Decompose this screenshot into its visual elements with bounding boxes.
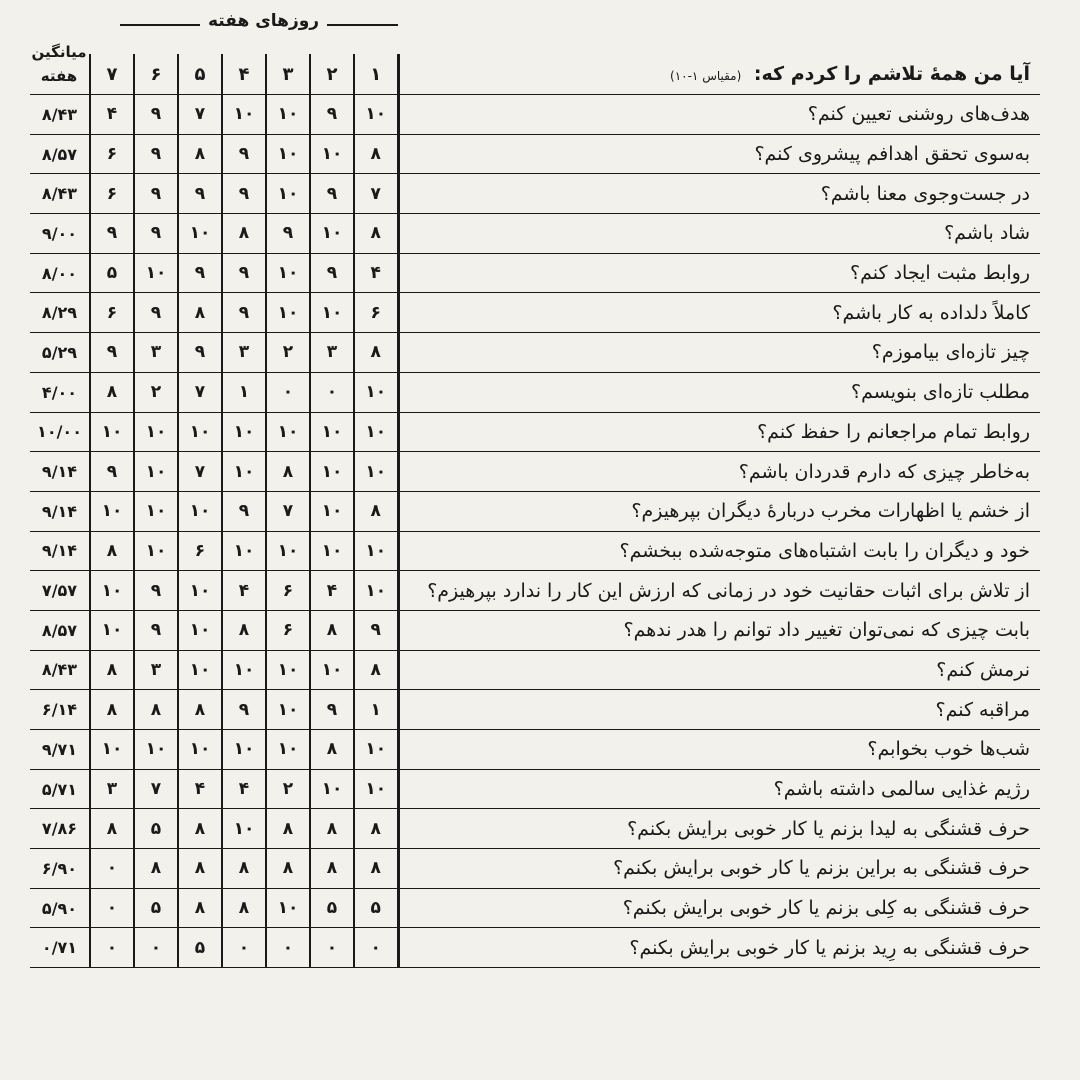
day-score: ۴ xyxy=(310,571,354,611)
day-score: ۱ xyxy=(354,690,398,730)
day-header: ۵ xyxy=(178,54,222,95)
day-score: ۰ xyxy=(134,928,178,968)
day-score: ۳ xyxy=(90,769,134,809)
day-score: ۹ xyxy=(90,214,134,254)
day-score: ۱۰ xyxy=(90,412,134,452)
day-score: ۸ xyxy=(222,849,266,889)
question-text: مطلب تازه‌ای بنویسم؟ xyxy=(398,372,1040,412)
day-score: ۱۰ xyxy=(178,412,222,452)
day-header: ۷ xyxy=(90,54,134,95)
day-score: ۸ xyxy=(178,888,222,928)
day-score: ۵ xyxy=(354,888,398,928)
day-score: ۸ xyxy=(90,531,134,571)
day-score: ۱۰ xyxy=(266,650,310,690)
day-score: ۱۰ xyxy=(178,730,222,770)
weekly-average: ۹/۱۴ xyxy=(30,531,90,571)
day-score: ۹ xyxy=(178,253,222,293)
day-header: ۲ xyxy=(310,54,354,95)
day-score: ۱۰ xyxy=(134,491,178,531)
day-score: ۸ xyxy=(90,690,134,730)
day-score: ۱۰ xyxy=(310,491,354,531)
day-score: ۵ xyxy=(134,888,178,928)
day-score: ۱۰ xyxy=(310,769,354,809)
day-score: ۴ xyxy=(222,769,266,809)
day-score: ۱۰ xyxy=(354,452,398,492)
weekly-average: ۸/۵۷ xyxy=(30,134,90,174)
daily-questions-table xyxy=(30,54,1040,968)
table-row xyxy=(30,174,1040,214)
day-score: ۱۰ xyxy=(266,531,310,571)
day-score: ۱۰ xyxy=(310,531,354,571)
weekly-average-label: میانگین هفته xyxy=(31,43,87,85)
day-score: ۰ xyxy=(266,372,310,412)
day-score: ۱۰ xyxy=(222,809,266,849)
question-text: حرف قشنگی به کِلی بزنم یا کار خوبی برایش بکنم؟ xyxy=(398,888,1040,928)
table-row xyxy=(30,253,1040,293)
day-score: ۸ xyxy=(178,134,222,174)
day-score: ۱۰ xyxy=(178,650,222,690)
day-score: ۱۰ xyxy=(266,253,310,293)
weekly-average: ۹/۰۰ xyxy=(30,214,90,254)
day-score: ۳ xyxy=(222,333,266,373)
day-score: ۲ xyxy=(266,769,310,809)
question-text: روابط مثبت ایجاد کنم؟ xyxy=(398,253,1040,293)
day-score: ۱۰ xyxy=(354,730,398,770)
question-text: به‌خاطر چیزی که دارم قدردان باشم؟ xyxy=(398,452,1040,492)
day-score: ۹ xyxy=(222,174,266,214)
weekly-average: ۸/۴۳ xyxy=(30,174,90,214)
day-score: ۱۰ xyxy=(134,452,178,492)
day-score: ۸ xyxy=(178,849,222,889)
weekly-average: ۷/۸۶ xyxy=(30,809,90,849)
day-score: ۸ xyxy=(178,809,222,849)
day-score: ۸ xyxy=(178,293,222,333)
day-score: ۰ xyxy=(310,928,354,968)
day-score: ۳ xyxy=(134,650,178,690)
weekly-average: ۹/۱۴ xyxy=(30,491,90,531)
day-score: ۱۰ xyxy=(266,134,310,174)
weekly-average: ۴/۰۰ xyxy=(30,372,90,412)
question-text: از خشم یا اظهارات مخرب دربارهٔ دیگران بپرهیزم؟ xyxy=(398,491,1040,531)
table-row xyxy=(30,293,1040,333)
question-text: مراقبه کنم؟ xyxy=(398,690,1040,730)
day-score: ۱۰ xyxy=(354,571,398,611)
day-score: ۸ xyxy=(222,888,266,928)
day-score: ۹ xyxy=(310,95,354,135)
weekly-average: ۸/۵۷ xyxy=(30,610,90,650)
day-score: ۸ xyxy=(310,730,354,770)
day-score: ۱۰ xyxy=(266,690,310,730)
question-text: از تلاش برای اثبات حقانیت خود در زمانی که ارزش این کار را ندارد بپرهیزم؟ xyxy=(398,571,1040,611)
day-score: ۱۰ xyxy=(134,253,178,293)
table-row xyxy=(30,690,1040,730)
day-score: ۱۰ xyxy=(222,95,266,135)
day-score: ۸ xyxy=(222,610,266,650)
week-days-bracket xyxy=(120,11,398,50)
day-score: ۷ xyxy=(178,372,222,412)
day-score: ۸ xyxy=(354,214,398,254)
score-sheet xyxy=(30,11,1040,1058)
day-score: ۱۰ xyxy=(134,730,178,770)
day-score: ۱۰ xyxy=(178,491,222,531)
day-score: ۹ xyxy=(222,690,266,730)
day-score: ۱۰ xyxy=(310,214,354,254)
day-score: ۲ xyxy=(134,372,178,412)
day-score: ۱۰ xyxy=(310,412,354,452)
day-score: ۸ xyxy=(90,372,134,412)
table-row xyxy=(30,134,1040,174)
day-score: ۸ xyxy=(354,134,398,174)
weekly-average: ۰/۷۱ xyxy=(30,928,90,968)
weekly-average: ۱۰/۰۰ xyxy=(30,412,90,452)
table-row xyxy=(30,610,1040,650)
day-score: ۹ xyxy=(134,214,178,254)
day-score: ۸ xyxy=(354,809,398,849)
day-score: ۸ xyxy=(90,809,134,849)
question-text: شب‌ها خوب بخوابم؟ xyxy=(398,730,1040,770)
table-title-text: آیا من همهٔ تلاشم را کردم که: xyxy=(753,63,1030,85)
day-score: ۸ xyxy=(134,849,178,889)
day-score: ۱۰ xyxy=(354,412,398,452)
day-score: ۱۰ xyxy=(134,531,178,571)
day-score: ۷ xyxy=(178,452,222,492)
day-score: ۱۰ xyxy=(90,491,134,531)
day-score: ۹ xyxy=(134,610,178,650)
day-score: ۹ xyxy=(222,253,266,293)
question-text: به‌سوی تحقق اهدافم پیشروی کنم؟ xyxy=(398,134,1040,174)
day-score: ۸ xyxy=(354,849,398,889)
weekly-average: ۶/۱۴ xyxy=(30,690,90,730)
day-score: ۹ xyxy=(310,253,354,293)
day-score: ۱۰ xyxy=(310,452,354,492)
day-score: ۱۰ xyxy=(178,571,222,611)
day-score: ۴ xyxy=(354,253,398,293)
question-text: حرف قشنگی به رِید بزنم یا کار خوبی برایش بکنم؟ xyxy=(398,928,1040,968)
day-score: ۱۰ xyxy=(354,372,398,412)
day-score: ۹ xyxy=(134,95,178,135)
day-score: ۸ xyxy=(354,650,398,690)
day-score: ۸ xyxy=(134,690,178,730)
day-score: ۹ xyxy=(134,174,178,214)
day-score: ۱ xyxy=(222,372,266,412)
day-score: ۸ xyxy=(266,809,310,849)
day-score: ۰ xyxy=(310,372,354,412)
day-score: ۷ xyxy=(266,491,310,531)
day-score: ۱۰ xyxy=(266,293,310,333)
day-score: ۶ xyxy=(266,610,310,650)
day-score: ۸ xyxy=(178,690,222,730)
table-title xyxy=(398,54,1040,95)
day-score: ۸ xyxy=(90,650,134,690)
day-score: ۵ xyxy=(310,888,354,928)
day-score: ۸ xyxy=(354,491,398,531)
question-text: رژیم غذایی سالمی داشته باشم؟ xyxy=(398,769,1040,809)
day-score: ۱۰ xyxy=(266,412,310,452)
day-score: ۱۰ xyxy=(266,95,310,135)
day-header: ۳ xyxy=(266,54,310,95)
day-score: ۱۰ xyxy=(222,650,266,690)
table-row xyxy=(30,372,1040,412)
day-score: ۱۰ xyxy=(222,531,266,571)
day-score: ۴ xyxy=(90,95,134,135)
day-score: ۸ xyxy=(266,452,310,492)
day-score: ۸ xyxy=(354,333,398,373)
day-score: ۹ xyxy=(222,293,266,333)
avg-column-header xyxy=(30,54,90,95)
day-score: ۶ xyxy=(90,134,134,174)
header-row xyxy=(30,54,1040,95)
weekly-average: ۵/۷۱ xyxy=(30,769,90,809)
weekly-average: ۶/۹۰ xyxy=(30,849,90,889)
day-score: ۰ xyxy=(222,928,266,968)
weekly-average: ۹/۱۴ xyxy=(30,452,90,492)
day-score: ۶ xyxy=(266,571,310,611)
day-score: ۱۰ xyxy=(222,452,266,492)
day-score: ۱۰ xyxy=(178,214,222,254)
question-text: حرف قشنگی به لیدا بزنم یا کار خوبی برایش بکنم؟ xyxy=(398,809,1040,849)
day-score: ۰ xyxy=(266,928,310,968)
table-row xyxy=(30,333,1040,373)
table-row xyxy=(30,531,1040,571)
day-score: ۹ xyxy=(90,333,134,373)
question-text: حرف قشنگی به براین بزنم یا کار خوبی برایش بکنم؟ xyxy=(398,849,1040,889)
question-text: در جست‌وجوی معنا باشم؟ xyxy=(398,174,1040,214)
table-row xyxy=(30,214,1040,254)
day-score: ۵ xyxy=(178,928,222,968)
day-score: ۳ xyxy=(134,333,178,373)
day-score: ۷ xyxy=(354,174,398,214)
day-score: ۹ xyxy=(134,293,178,333)
day-score: ۹ xyxy=(90,452,134,492)
day-score: ۹ xyxy=(134,134,178,174)
day-score: ۹ xyxy=(178,333,222,373)
table-row xyxy=(30,491,1040,531)
weekly-average: ۸/۲۹ xyxy=(30,293,90,333)
table-row xyxy=(30,809,1040,849)
question-text: هدف‌های روشنی تعیین کنم؟ xyxy=(398,95,1040,135)
weekly-average: ۷/۵۷ xyxy=(30,571,90,611)
scale-note: (مقیاس ۱-۱۰) xyxy=(670,69,742,83)
day-score: ۸ xyxy=(310,610,354,650)
table-row xyxy=(30,412,1040,452)
table-row xyxy=(30,769,1040,809)
day-score: ۱۰ xyxy=(310,293,354,333)
weekly-average: ۵/۹۰ xyxy=(30,888,90,928)
day-header: ۱ xyxy=(354,54,398,95)
day-score: ۱۰ xyxy=(134,412,178,452)
day-score: ۹ xyxy=(354,610,398,650)
question-text: بابت چیزی که نمی‌توان تغییر داد توانم را هدر ندهم؟ xyxy=(398,610,1040,650)
day-score: ۱۰ xyxy=(90,730,134,770)
weekly-average: ۸/۴۳ xyxy=(30,95,90,135)
week-days-label: روزهای هفته xyxy=(200,11,327,31)
day-score: ۴ xyxy=(178,769,222,809)
day-score: ۹ xyxy=(222,134,266,174)
day-score: ۱۰ xyxy=(266,888,310,928)
day-score: ۷ xyxy=(178,95,222,135)
table-row xyxy=(30,888,1040,928)
day-score: ۱۰ xyxy=(310,650,354,690)
day-score: ۸ xyxy=(310,849,354,889)
day-score: ۸ xyxy=(266,849,310,889)
day-score: ۶ xyxy=(354,293,398,333)
day-score: ۹ xyxy=(222,491,266,531)
day-score: ۱۰ xyxy=(354,531,398,571)
table-row xyxy=(30,849,1040,889)
day-score: ۸ xyxy=(310,809,354,849)
day-score: ۴ xyxy=(222,571,266,611)
day-header: ۶ xyxy=(134,54,178,95)
day-score: ۱۰ xyxy=(90,571,134,611)
day-score: ۶ xyxy=(178,531,222,571)
day-score: ۶ xyxy=(90,293,134,333)
day-score: ۷ xyxy=(134,769,178,809)
day-score: ۵ xyxy=(90,253,134,293)
day-score: ۱۰ xyxy=(266,174,310,214)
day-score: ۰ xyxy=(354,928,398,968)
question-text: نرمش کنم؟ xyxy=(398,650,1040,690)
day-score: ۵ xyxy=(134,809,178,849)
question-text: روابط تمام مراجعانم را حفظ کنم؟ xyxy=(398,412,1040,452)
table-row xyxy=(30,730,1040,770)
question-text: خود و دیگران را بابت اشتباه‌های متوجه‌شده ببخشم؟ xyxy=(398,531,1040,571)
day-score: ۲ xyxy=(266,333,310,373)
day-header: ۴ xyxy=(222,54,266,95)
day-score: ۹ xyxy=(266,214,310,254)
day-score: ۱۰ xyxy=(354,769,398,809)
table-row xyxy=(30,650,1040,690)
day-score: ۱۰ xyxy=(222,412,266,452)
day-score: ۶ xyxy=(90,174,134,214)
day-score: ۳ xyxy=(310,333,354,373)
day-score: ۹ xyxy=(310,174,354,214)
table-row xyxy=(30,95,1040,135)
day-score: ۹ xyxy=(310,690,354,730)
question-text: چیز تازه‌ای بیاموزم؟ xyxy=(398,333,1040,373)
day-score: ۹ xyxy=(134,571,178,611)
table-row xyxy=(30,571,1040,611)
day-score: ۱۰ xyxy=(222,730,266,770)
day-score: ۱۰ xyxy=(354,95,398,135)
question-text: کاملاً دلداده به کار باشم؟ xyxy=(398,293,1040,333)
day-score: ۰ xyxy=(90,888,134,928)
day-score: ۱۰ xyxy=(90,610,134,650)
weekly-average: ۵/۲۹ xyxy=(30,333,90,373)
weekly-average: ۹/۷۱ xyxy=(30,730,90,770)
day-score: ۹ xyxy=(178,174,222,214)
table-row xyxy=(30,452,1040,492)
day-score: ۱۰ xyxy=(178,610,222,650)
day-score: ۱۰ xyxy=(266,730,310,770)
table-row xyxy=(30,928,1040,968)
question-text: شاد باشم؟ xyxy=(398,214,1040,254)
day-score: ۰ xyxy=(90,928,134,968)
weekly-average: ۸/۴۳ xyxy=(30,650,90,690)
day-score: ۱۰ xyxy=(310,134,354,174)
weekly-average: ۸/۰۰ xyxy=(30,253,90,293)
day-score: ۰ xyxy=(90,849,134,889)
day-score: ۸ xyxy=(222,214,266,254)
